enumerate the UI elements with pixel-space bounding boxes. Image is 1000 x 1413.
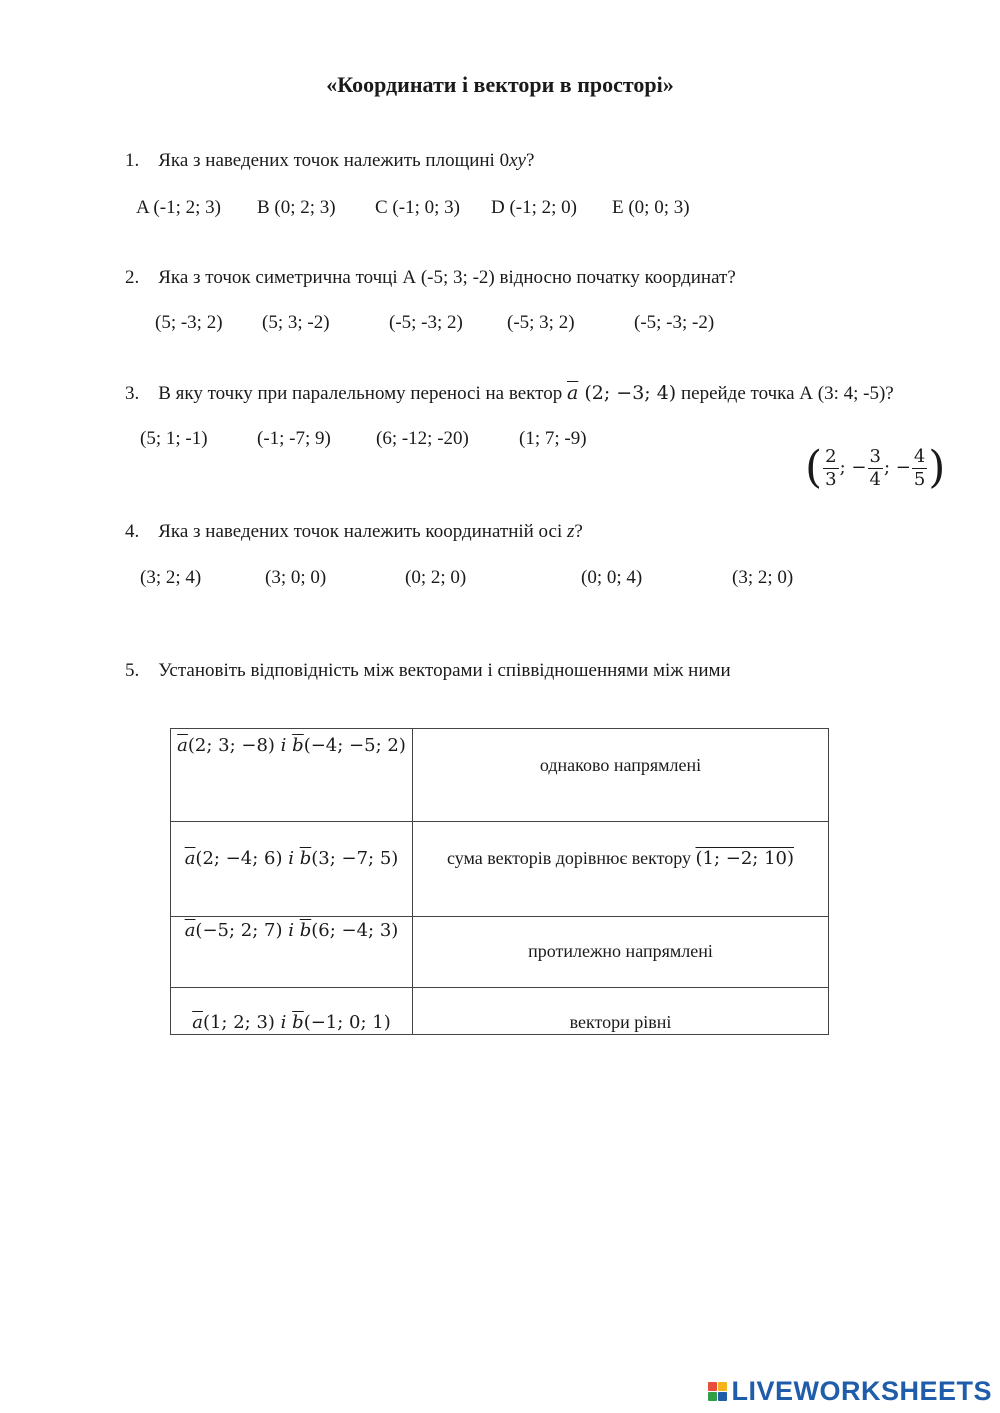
vector-b-coords: (3; −7; 5) [311, 848, 399, 869]
vector-b-letter: $\overline{b}$ [299, 848, 312, 869]
denominator: 4 [869, 468, 881, 490]
q2-option-4[interactable]: (-5; 3; 2) [507, 312, 575, 333]
question-number: 2. [125, 267, 140, 288]
conjunction: і [288, 848, 294, 869]
question-4 [125, 521, 583, 543]
relation-cell[interactable] [413, 729, 829, 822]
vector-b-letter: $\overline{b}$ [292, 735, 304, 756]
q3-option-2[interactable]: (-1; -7; 9) [257, 428, 331, 449]
liveworksheets-logo [708, 1376, 992, 1407]
vector-a-coords: (1; 2; 3) [202, 1012, 275, 1033]
q4-option-5[interactable]: (3; 2; 0) [732, 567, 794, 588]
question-number: 1. [125, 150, 140, 171]
logo-square-1 [708, 1382, 717, 1391]
vector-pair [177, 735, 406, 756]
logo-icon [708, 1382, 727, 1401]
q1-option-a[interactable]: A (-1; 2; 3) [136, 197, 221, 218]
q4-option-3[interactable]: (0; 2; 0) [405, 567, 467, 588]
logo-text: LIVEWORKSHEETS [731, 1376, 992, 1406]
vector-pair-cell[interactable] [171, 822, 413, 917]
q1-option-e[interactable]: E (0; 0; 3) [612, 197, 690, 218]
q1-option-c[interactable]: C (-1; 0; 3) [375, 197, 460, 218]
conjunction: і [280, 1012, 287, 1033]
question-text: В яку точку при паралельному переносі на вектор [158, 383, 563, 404]
vector-pair [185, 848, 399, 869]
table-row [171, 729, 829, 822]
vector-b-coords: (6; −4; 3) [311, 920, 399, 941]
vector-pair [185, 920, 399, 941]
logo-square-2 [718, 1382, 727, 1391]
relation-text: вектори рівні [569, 1012, 672, 1032]
relation-text: однаково напрямлені [539, 755, 702, 775]
q2-option-1[interactable]: (5; -3; 2) [155, 312, 223, 333]
question-text-end: ? [574, 521, 583, 542]
question-text-italic: xy [509, 150, 526, 171]
q4-option-1[interactable]: (3; 2; 4) [140, 567, 202, 588]
q2-option-3[interactable]: (-5; -3; 2) [389, 312, 463, 333]
vector-pair [192, 1012, 391, 1033]
logo-square-3 [708, 1392, 717, 1401]
vector-letter: $\overline{a}$ [566, 382, 579, 404]
question-3 [125, 382, 894, 405]
question-text: Яка з наведених точок належить координатній осі [158, 521, 567, 542]
relation-cell[interactable] [413, 988, 829, 1035]
right-paren: ) [928, 442, 946, 493]
matching-table [170, 728, 829, 1035]
vector-pair-cell[interactable] [171, 988, 413, 1035]
conjunction: і [288, 920, 294, 941]
vector-b-coords: (−4; −5; 2) [303, 735, 406, 756]
q3-option-1[interactable]: (5; 1; -1) [140, 428, 208, 449]
relation-vector: (1; −2; 10) [695, 848, 795, 869]
vector-b-letter: $\overline{b}$ [292, 1012, 304, 1033]
question-number: 4. [125, 521, 140, 542]
vector-a-letter: $\overline{a}$ [177, 735, 188, 756]
vector-a-letter: $\overline{a}$ [184, 848, 196, 869]
vector-b-coords: (−1; 0; 1) [303, 1012, 391, 1033]
separator: ; − [839, 457, 867, 478]
vector-a [567, 382, 676, 404]
logo-square-4 [718, 1392, 727, 1401]
numerator: 3 [869, 445, 881, 467]
relation-text: протилежно напрямлені [528, 941, 713, 961]
question-2 [125, 267, 736, 289]
q4-option-2[interactable]: (3; 0; 0) [265, 567, 327, 588]
numerator: 4 [913, 445, 926, 467]
q2-option-5[interactable]: (-5; -3; -2) [634, 312, 715, 333]
vector-b-letter: $\overline{b}$ [299, 920, 312, 941]
q1-option-d[interactable]: D (-1; 2; 0) [491, 197, 578, 218]
denominator: 3 [825, 468, 837, 490]
question-text: Яка з точок симетрична точці А (-5; 3; -2) відносно початку координат? [158, 267, 736, 288]
relation-text: сума векторів дорівнює вектору [446, 848, 696, 868]
conjunction: і [280, 735, 287, 756]
vector-coords: (2; −3; 4) [584, 382, 677, 404]
question-text-after: перейде точка А (3: 4; -5)? [680, 383, 894, 404]
question-text: Яка з наведених точок належить площині 0 [158, 150, 510, 171]
question-text: Установіть відповідність між векторами і співвідношеннями між ними [158, 660, 731, 681]
vector-a-coords: (2; 3; −8) [187, 735, 275, 756]
q1-option-b[interactable]: B (0; 2; 3) [257, 197, 336, 218]
q3-option-fraction[interactable] [805, 442, 946, 493]
table-row [171, 917, 829, 988]
vector-a-coords: (−5; 2; 7) [195, 920, 283, 941]
table-row [171, 822, 829, 917]
fraction-3 [912, 445, 927, 490]
question-text-end: ? [525, 150, 535, 171]
question-5 [125, 660, 731, 682]
question-1 [125, 150, 534, 172]
question-number: 5. [125, 660, 140, 681]
fraction-2 [868, 445, 883, 490]
vector-pair-cell[interactable] [171, 917, 413, 988]
question-number: 3. [125, 383, 140, 404]
fraction-1 [823, 445, 838, 490]
relation-cell[interactable] [413, 917, 829, 988]
separator: ; − [883, 457, 911, 478]
vector-a-coords: (2; −4; 6) [195, 848, 283, 869]
left-paren: ( [805, 442, 823, 493]
vector-a-letter: $\overline{a}$ [192, 1012, 203, 1033]
vector-pair-cell[interactable] [171, 729, 413, 822]
table-row [171, 988, 829, 1035]
relation-cell[interactable] [413, 822, 829, 917]
numerator: 2 [825, 445, 837, 467]
q4-option-4[interactable]: (0; 0; 4) [581, 567, 643, 588]
page-title: «Координати і вектори в просторі» [326, 72, 674, 97]
q2-option-2[interactable]: (5; 3; -2) [262, 312, 330, 333]
q3-option-4[interactable]: (1; 7; -9) [519, 428, 587, 449]
vector-a-letter: $\overline{a}$ [184, 920, 196, 941]
question-text-italic: z [567, 521, 575, 542]
q3-option-3[interactable]: (6; -12; -20) [376, 428, 469, 449]
denominator: 5 [913, 468, 926, 490]
